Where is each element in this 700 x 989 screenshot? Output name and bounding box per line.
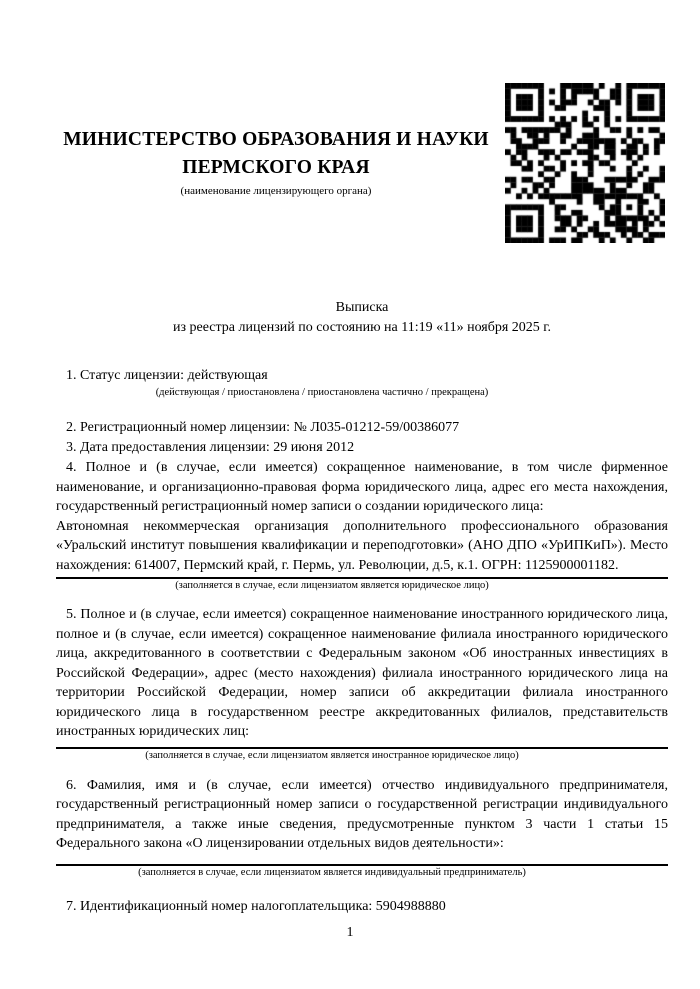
license-registration-number: 2. Регистрационный номер лицензии: № Л035-01212-59/00386077 xyxy=(66,420,460,435)
licensing-authority-header xyxy=(56,126,496,198)
legal-entity-question: 4. Полное и (в случае, если имеется) сокращенное наименование, в том числе фирменное наименование, и организационно-правовая форма юридического лица, адрес его места нахождения, государственный регистрационный номер записи о создании юридического лица: xyxy=(56,460,668,514)
title-line2: из реестра лицензий по состоянию на 11:19 «11» ноября 2025 г. xyxy=(173,320,551,335)
entrepreneur-question: 6. Фамилия, имя и (в случае, если имеется) отчество индивидуального предпринимателя, государственный регистрационный номер записи о государственной регистрации индивидуального предпринимателя, а также иные сведения, предусмотренные пунктом 3 части 1 статьи 15 Федерального закона «О лицензировании отдельных видов деятельности»: xyxy=(56,777,668,851)
document-body xyxy=(56,298,668,917)
license-grant-date: 3. Дата предоставления лицензии: 29 июня 2012 xyxy=(66,440,355,455)
title-line1: Выписка xyxy=(335,300,389,315)
taxpayer-id: 7. Идентификационный номер налогоплательщика: 5904988880 xyxy=(66,898,446,914)
legal-entity-caption: (заполняется в случае, если лицензиатом является юридическое лицо) xyxy=(175,580,489,591)
license-status-options-caption: (действующая / приостановлена / приостановлена частично / прекращена) xyxy=(155,387,489,398)
legal-entity-value: Автономная некоммерческая организация дополнительного профессионального образования «Уральский институт повышения квалификации и переподготовки» (АНО ДПО «УрИПКиП»). Место нахождения: 614007, Пермский край, г. Пермь, ул. Революции, д.5, к.1. ОГРН: 1125900001182. xyxy=(56,518,668,573)
page-number: 1 xyxy=(346,925,354,940)
authority-caption: (наименование лицензирующего органа) xyxy=(180,185,372,197)
foreign-entity-question: 5. Полное и (в случае, если имеется) сокращенное наименование иностранного юридического лица, полное и (в случае, если имеется) сокращенное наименование филиала иностранного юридического лица, аккредитованного в соответствии с Федеральным законом «Об иностранных инвестициях в Российской Федерации», адрес (место нахождения) филиала иностранного юридического лица на территории Российской Федерации, номер записи об аккредитации филиала иностранного юридического лица в государственном реестре аккредитованных филиалов, представительств иностранных юридических лиц: xyxy=(56,607,668,739)
foreign-entity-caption: (заполняется в случае, если лицензиатом является иностранное юридическое лицо) xyxy=(145,749,519,761)
authority-name-line1: МИНИСТЕРСТВО ОБРАЗОВАНИЯ И НАУКИ xyxy=(63,129,489,150)
license-status: 1. Статус лицензии: действующая xyxy=(66,368,268,383)
qr-code xyxy=(505,83,665,243)
entrepreneur-caption: (заполняется в случае, если лицензиатом является индивидуальный предприниматель) xyxy=(138,866,526,878)
document-title xyxy=(56,298,668,338)
authority-name-line2: ПЕРМСКОГО КРАЯ xyxy=(182,157,370,178)
